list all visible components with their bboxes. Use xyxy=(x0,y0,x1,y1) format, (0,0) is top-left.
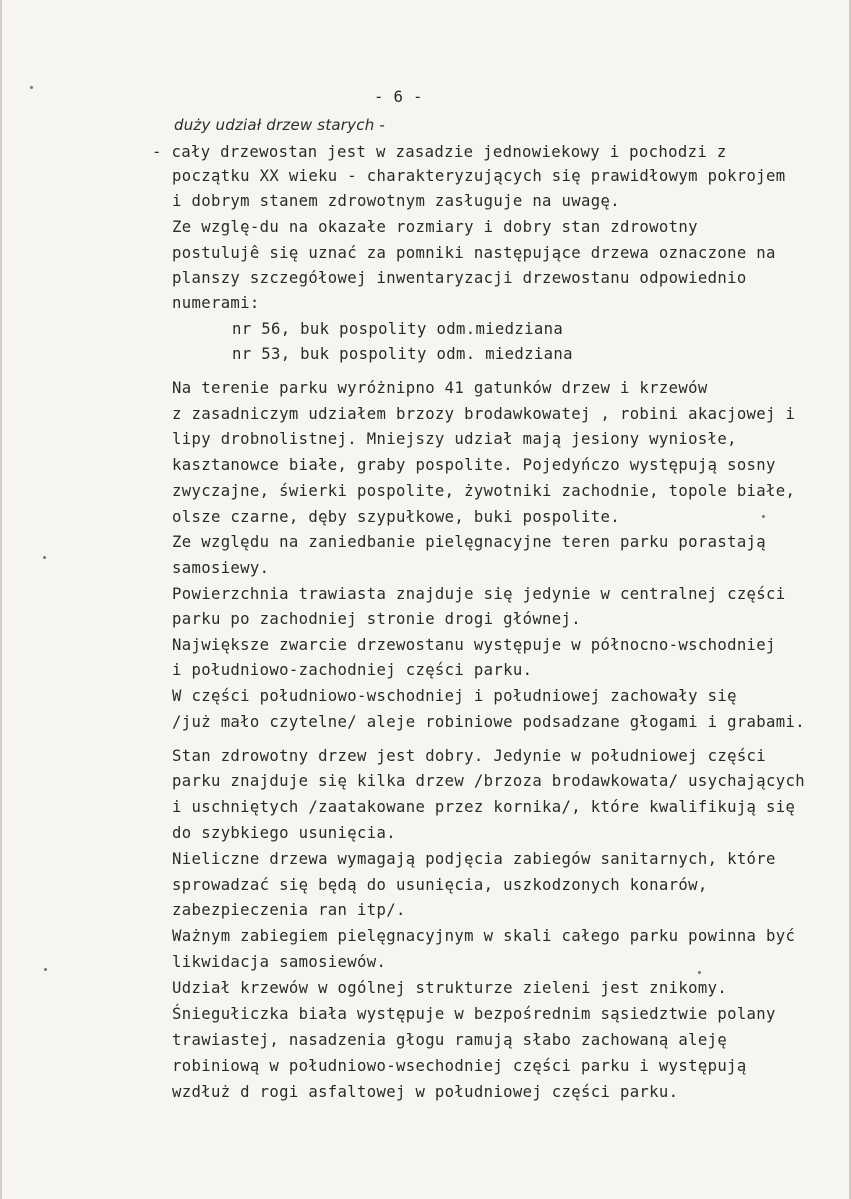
text-line: postulujê się uznać za pomniki następujące drzewa oznaczone na xyxy=(172,244,776,262)
text-line: trawiastej, nasadzenia głogu ramują słabo zachowaną aleję xyxy=(172,1031,728,1049)
text-line: Nieliczne drzewa wymagają podjęcia zabiegów sanitarnych, które xyxy=(172,850,776,868)
text-line: Ważnym zabiegiem pielęgnacyjnym w skali całego parku powinna być xyxy=(172,927,796,945)
text-line: numerami: xyxy=(172,294,260,312)
text-line: robiniową w południowo-wsechodniej części parku i występują xyxy=(172,1057,747,1075)
text-line: samosiewy. xyxy=(172,559,270,577)
text-line: Stan zdrowotny drzew jest dobry. Jedynie w południowej części xyxy=(172,747,767,765)
text-line: i południowo-zachodniej części parku. xyxy=(172,661,533,679)
text-line: parku po zachodniej stronie drogi głównej. xyxy=(172,610,582,628)
scan-speck xyxy=(762,515,765,518)
list-item: nr 53, buk pospolity odm. miedziana xyxy=(232,345,573,363)
scan-speck xyxy=(44,968,47,971)
text-line: początku XX wieku - charakteryzujących się prawidłowym pokrojem xyxy=(172,167,786,185)
text-line: olsze czarne, dęby szypułkowe, buki pospolite. xyxy=(172,508,620,526)
handwritten-annotation: duży udział drzew starych - xyxy=(174,116,385,134)
list-item: nr 56, buk pospolity odm.miedziana xyxy=(232,320,564,338)
text-line: Ze względu na zaniedbanie pielęgnacyjne teren parku porastają xyxy=(172,533,767,551)
text-line: do szybkiego usunięcia. xyxy=(172,824,396,842)
text-line: likwidacja samosiewów. xyxy=(172,953,387,971)
text-line: - cały drzewostan jest w zasadzie jednowiekowy i pochodzi z xyxy=(152,143,727,161)
text-line: kasztanowce białe, graby pospolite. Pojedyńczo występują sosny xyxy=(172,456,776,474)
scan-speck xyxy=(698,971,701,974)
text-line: Udział krzewów w ogólnej strukturze zieleni jest znikomy. xyxy=(172,979,728,997)
text-line: sprowadzać się będą do usunięcia, uszkodzonych konarów, xyxy=(172,876,708,894)
text-line: zabezpieczenia ran itp/. xyxy=(172,901,406,919)
scan-speck xyxy=(30,86,33,89)
page-number: - 6 - xyxy=(374,88,423,106)
scan-speck xyxy=(43,556,46,559)
text-line: Śniegułiczka biała występuje w bezpośrednim sąsiedztwie polany xyxy=(172,1005,776,1023)
text-line: wzdłuż d rogi asfaltowej w południowej części parku. xyxy=(172,1083,679,1101)
text-line: Na terenie parku wyróżnipno 41 gatunków drzew i krzewów xyxy=(172,379,708,397)
text-line: lipy drobnolistnej. Mniejszy udział mają jesiony wyniosłe, xyxy=(172,430,737,448)
text-line: i uschniętych /zaatakowane przez kornika/, które kwalifikują się xyxy=(172,798,796,816)
text-line: planszy szczegółowej inwentaryzacji drzewostanu odpowiednio xyxy=(172,269,747,287)
text-line: parku znajduje się kilka drzew /brzoza brodawkowata/ usychających xyxy=(172,772,805,790)
text-line: /już mało czytelne/ aleje robiniowe podsadzane głogami i grabami. xyxy=(172,713,805,731)
text-line: Powierzchnia trawiasta znajduje się jedynie w centralnej części xyxy=(172,585,786,603)
text-line: i dobrym stanem zdrowotnym zasługuje na uwagę. xyxy=(172,192,620,210)
text-line: Ze wzglę-du na okazałe rozmiary i dobry stan zdrowotny xyxy=(172,218,698,236)
text-line: zwyczajne, świerki pospolite, żywotniki zachodnie, topole białe, xyxy=(172,482,796,500)
text-line: Największe zwarcie drzewostanu występuje w północno-wschodniej xyxy=(172,636,776,654)
text-line: z zasadniczym udziałem brzozy brodawkowatej , robini akacjowej i xyxy=(172,405,796,423)
text-line: W części południowo-wschodniej i południowej zachowały się xyxy=(172,687,737,705)
